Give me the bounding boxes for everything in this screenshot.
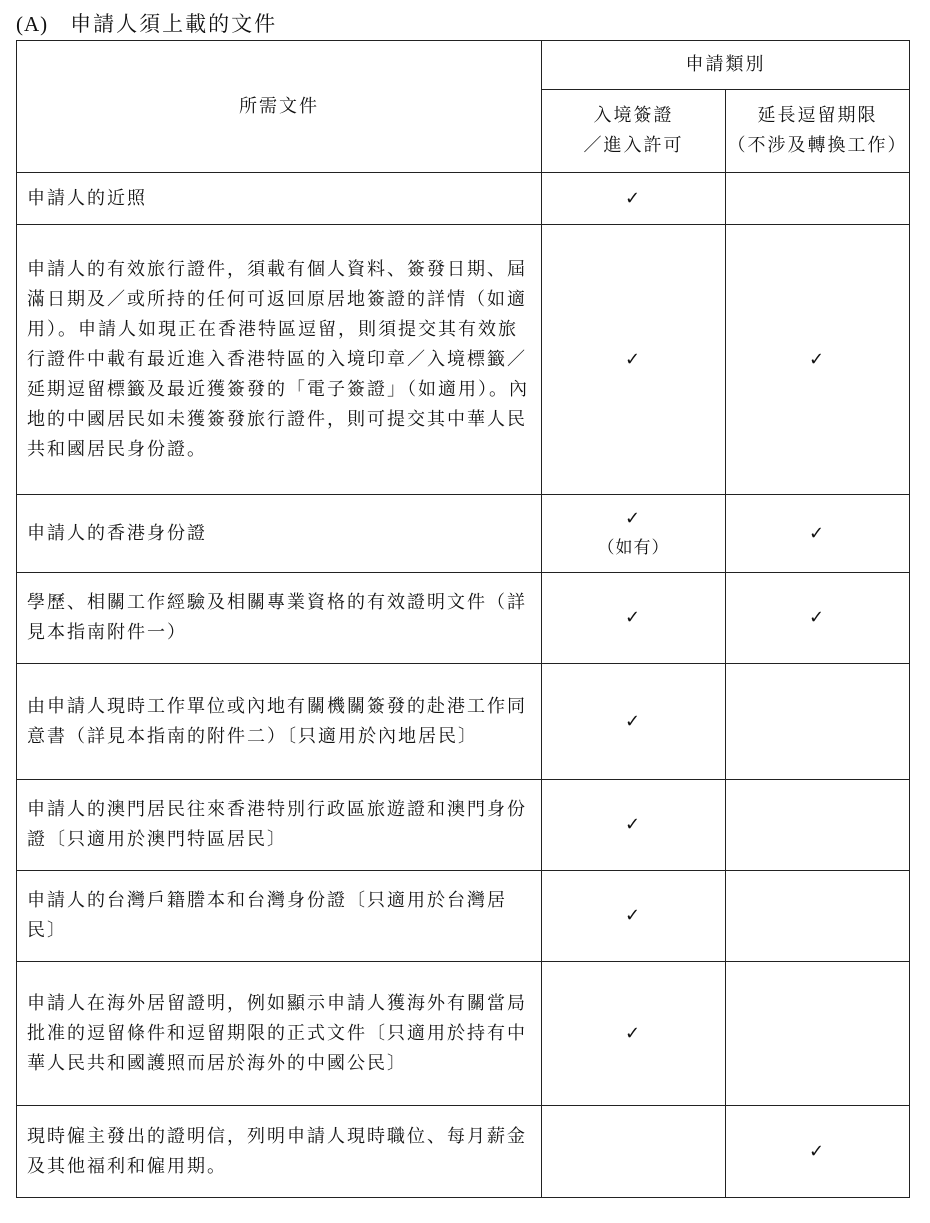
- extension-cell: [726, 780, 910, 871]
- document-description: 申請人的澳門居民往來香港特別行政區旅遊證和澳門身份證〔只適用於澳門特區居民〕: [17, 780, 542, 871]
- table-row: [17, 664, 910, 780]
- table-body: [17, 173, 910, 1198]
- entry-visa-cell: [542, 1106, 726, 1198]
- header-entry-visa: [542, 90, 726, 173]
- checkmark-icon: ✓: [808, 348, 827, 370]
- extension-cell: [726, 962, 910, 1106]
- header-extension-of-stay: [726, 90, 910, 173]
- extension-cell: [726, 871, 910, 962]
- checkmark-icon: ✓: [624, 607, 643, 628]
- table-row: [17, 780, 910, 871]
- document-description: 申請人的台灣戶籍謄本和台灣身份證〔只適用於台灣居民〕: [17, 871, 542, 962]
- checkmark-icon: ✓: [624, 814, 643, 835]
- checkmark-icon: ✓: [808, 522, 827, 544]
- header-application-category: 申請類別: [542, 41, 910, 90]
- section-title-text: 申請人須上載的文件: [70, 12, 278, 36]
- header-entry-visa-line2: ／進入許可: [583, 135, 684, 156]
- entry-visa-cell: [542, 173, 726, 225]
- extension-cell: [726, 1106, 910, 1198]
- required-documents-table: [16, 40, 910, 1198]
- table-row: [17, 225, 910, 495]
- table-row: [17, 495, 910, 573]
- extension-cell: [726, 664, 910, 780]
- header-row-top: [17, 41, 910, 90]
- entry-visa-cell: [542, 495, 726, 573]
- header-documents: 所需文件: [17, 41, 542, 173]
- entry-visa-cell: [542, 225, 726, 495]
- checkmark-icon: ✓: [808, 607, 827, 628]
- header-extension-line2: （不涉及轉換工作）: [727, 135, 908, 156]
- checkmark-icon: ✓: [624, 905, 643, 926]
- if-applicable-note: （如有）: [597, 537, 670, 558]
- entry-visa-cell: [542, 664, 726, 780]
- table-row: [17, 962, 910, 1106]
- checkmark-icon: ✓: [624, 187, 643, 209]
- document-description: 申請人在海外居留證明，例如顯示申請人獲海外有關當局批准的逗留條件和逗留期限的正式文件〔只適用於持有中華人民共和國護照而居於海外的中國公民〕: [17, 962, 542, 1106]
- extension-cell: [726, 573, 910, 664]
- section-label: (A): [16, 12, 49, 36]
- entry-visa-cell: [542, 962, 726, 1106]
- section-heading: [16, 8, 277, 38]
- document-description: 申請人的近照: [17, 173, 542, 225]
- extension-cell: [726, 495, 910, 573]
- checkmark-icon: ✓: [624, 710, 643, 732]
- checkmark-icon: ✓: [624, 1022, 643, 1044]
- entry-visa-cell: [542, 780, 726, 871]
- checkmark-icon: ✓: [808, 1140, 827, 1162]
- header-extension-line1: 延長逗留期限: [757, 105, 878, 126]
- document-description: 現時僱主發出的證明信，列明申請人現時職位、每月薪金及其他福利和僱用期。: [17, 1106, 542, 1198]
- document-description: 申請人的有效旅行證件，須載有個人資料、簽發日期、屆滿日期及／或所持的任何可返回原居地簽證的詳情（如適用）。申請人如現正在香港特區逗留，則須提交其有效旅行證件中載有最近進入香港特區的入境印章／入境標籤／延期逗留標籤及最近獲簽發的「電子簽證」（如適用）。內地的中國居民如未獲簽發旅行證件，則可提交其中華人民共和國居民身份證。: [17, 225, 542, 495]
- entry-visa-cell: [542, 871, 726, 962]
- table-row: [17, 573, 910, 664]
- extension-cell: [726, 225, 910, 495]
- document-description: 由申請人現時工作單位或內地有關機關簽發的赴港工作同意書（詳見本指南的附件二）〔只適用於內地居民〕: [17, 664, 542, 780]
- table-row: [17, 1106, 910, 1198]
- header-entry-visa-line1: 入境簽證: [593, 105, 674, 126]
- document-description: 申請人的香港身份證: [17, 495, 542, 573]
- table-header: [17, 41, 910, 173]
- table-row: [17, 871, 910, 962]
- checkmark-icon: ✓: [624, 507, 643, 529]
- table-row: [17, 173, 910, 225]
- extension-cell: [726, 173, 910, 225]
- entry-visa-cell: [542, 573, 726, 664]
- document-description: 學歷、相關工作經驗及相關專業資格的有效證明文件（詳見本指南附件一）: [17, 573, 542, 664]
- checkmark-icon: ✓: [624, 348, 643, 370]
